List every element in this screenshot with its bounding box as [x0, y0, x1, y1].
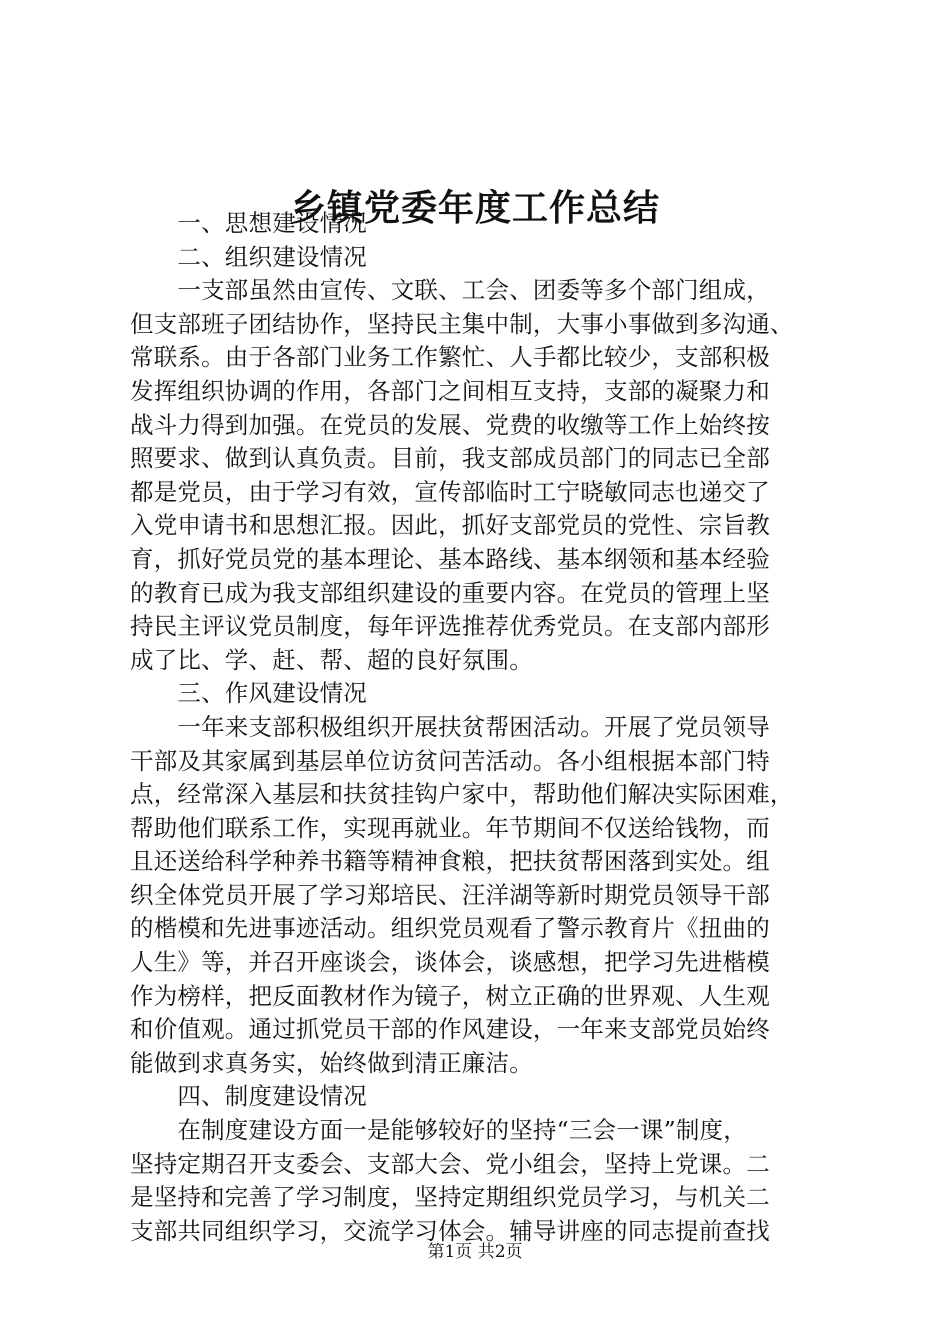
text-line: 能做到求真务实，始终做到清正廉洁。: [130, 1048, 533, 1077]
document-title: 乡镇党委年度工作总结: [289, 187, 660, 229]
text-line: 常联系。由于各部门业务工作繁忙、人手都比较少，支部积极: [130, 343, 770, 372]
text-line: 成了比、学、赶、帮、超的良好氛围。: [130, 645, 533, 674]
text-line: 的教育已成为我支部组织建设的重要内容。在党员的管理上坚: [130, 578, 770, 607]
text-line: 坚持定期召开支委会、支部大会、党小组会，坚持上党课。二: [130, 1149, 770, 1178]
text-line: 二、组织建设情况: [130, 242, 367, 271]
text-line: 的楷模和先进事迹活动。组织党员观看了警示教育片《扭曲的: [130, 914, 770, 943]
text-line: 发挥组织协调的作用，各部门之间相互支持，支部的凝聚力和: [130, 376, 770, 405]
text-line: 一、思想建设情况: [130, 209, 367, 237]
text-line: 且还送给科学种养书籍等精神食粮，把扶贫帮困落到实处。组: [130, 847, 770, 876]
text-line: 点，经常深入基层和扶贫挂钩户家中，帮助他们解决实际困难，: [130, 780, 794, 809]
text-line: 作为榜样，把反面教材作为镜子，树立正确的世界观、人生观: [130, 981, 770, 1010]
text-line: 和价值观。通过抓党员干部的作风建设，一年来支部党员始终: [130, 1015, 770, 1044]
text-line: 一支部虽然由宣传、文联、工会、团委等多个部门组成，: [130, 276, 770, 305]
text-line: 支部共同组织学习，交流学习体会。辅导讲座的同志提前查找: [130, 1216, 770, 1245]
text-line: 一年来支部积极组织开展扶贫帮困活动。开展了党员领导: [130, 712, 770, 741]
text-line: 织全体党员开展了学习郑培民、汪洋湖等新时期党员领导干部: [130, 880, 770, 909]
text-line: 是坚持和完善了学习制度，坚持定期组织党员学习，与机关二: [130, 1183, 770, 1212]
text-line: 四、制度建设情况: [130, 1082, 367, 1111]
text-line: 持民主评议党员制度，每年评选推荐优秀党员。在支部内部形: [130, 612, 770, 641]
text-line: 在制度建设方面一是能够较好的坚持“三会一课”制度，: [130, 1116, 747, 1145]
text-line: 帮助他们联系工作，实现再就业。年节期间不仅送给钱物，而: [130, 813, 770, 842]
text-line: 都是党员，由于学习有效，宣传部临时工宁晓敏同志也递交了: [130, 477, 770, 506]
page-footer: 第1页 共2页: [427, 1242, 523, 1262]
text-line: 战斗力得到加强。在党员的发展、党费的收缴等工作上始终按: [130, 410, 770, 439]
document-body: [130, 207, 825, 1248]
text-line: 但支部班子团结协作，坚持民主集中制，大事小事做到多沟通、: [130, 309, 794, 338]
text-line: 入党申请书和思想汇报。因此，抓好支部党员的党性、宗旨教: [130, 511, 770, 540]
text-line: 照要求、做到认真负责。目前，我支部成员部门的同志已全部: [130, 444, 770, 473]
text-line: 育，抓好党员党的基本理论、基本路线、基本纲领和基本经验: [130, 544, 770, 573]
text-line: 干部及其家属到基层单位访贫问苦活动。各小组根据本部门特: [130, 746, 770, 775]
text-line: 人生》等，并召开座谈会，谈体会，谈感想，把学习先进楷模: [130, 948, 770, 977]
text-line: 三、作风建设情况: [130, 679, 367, 708]
